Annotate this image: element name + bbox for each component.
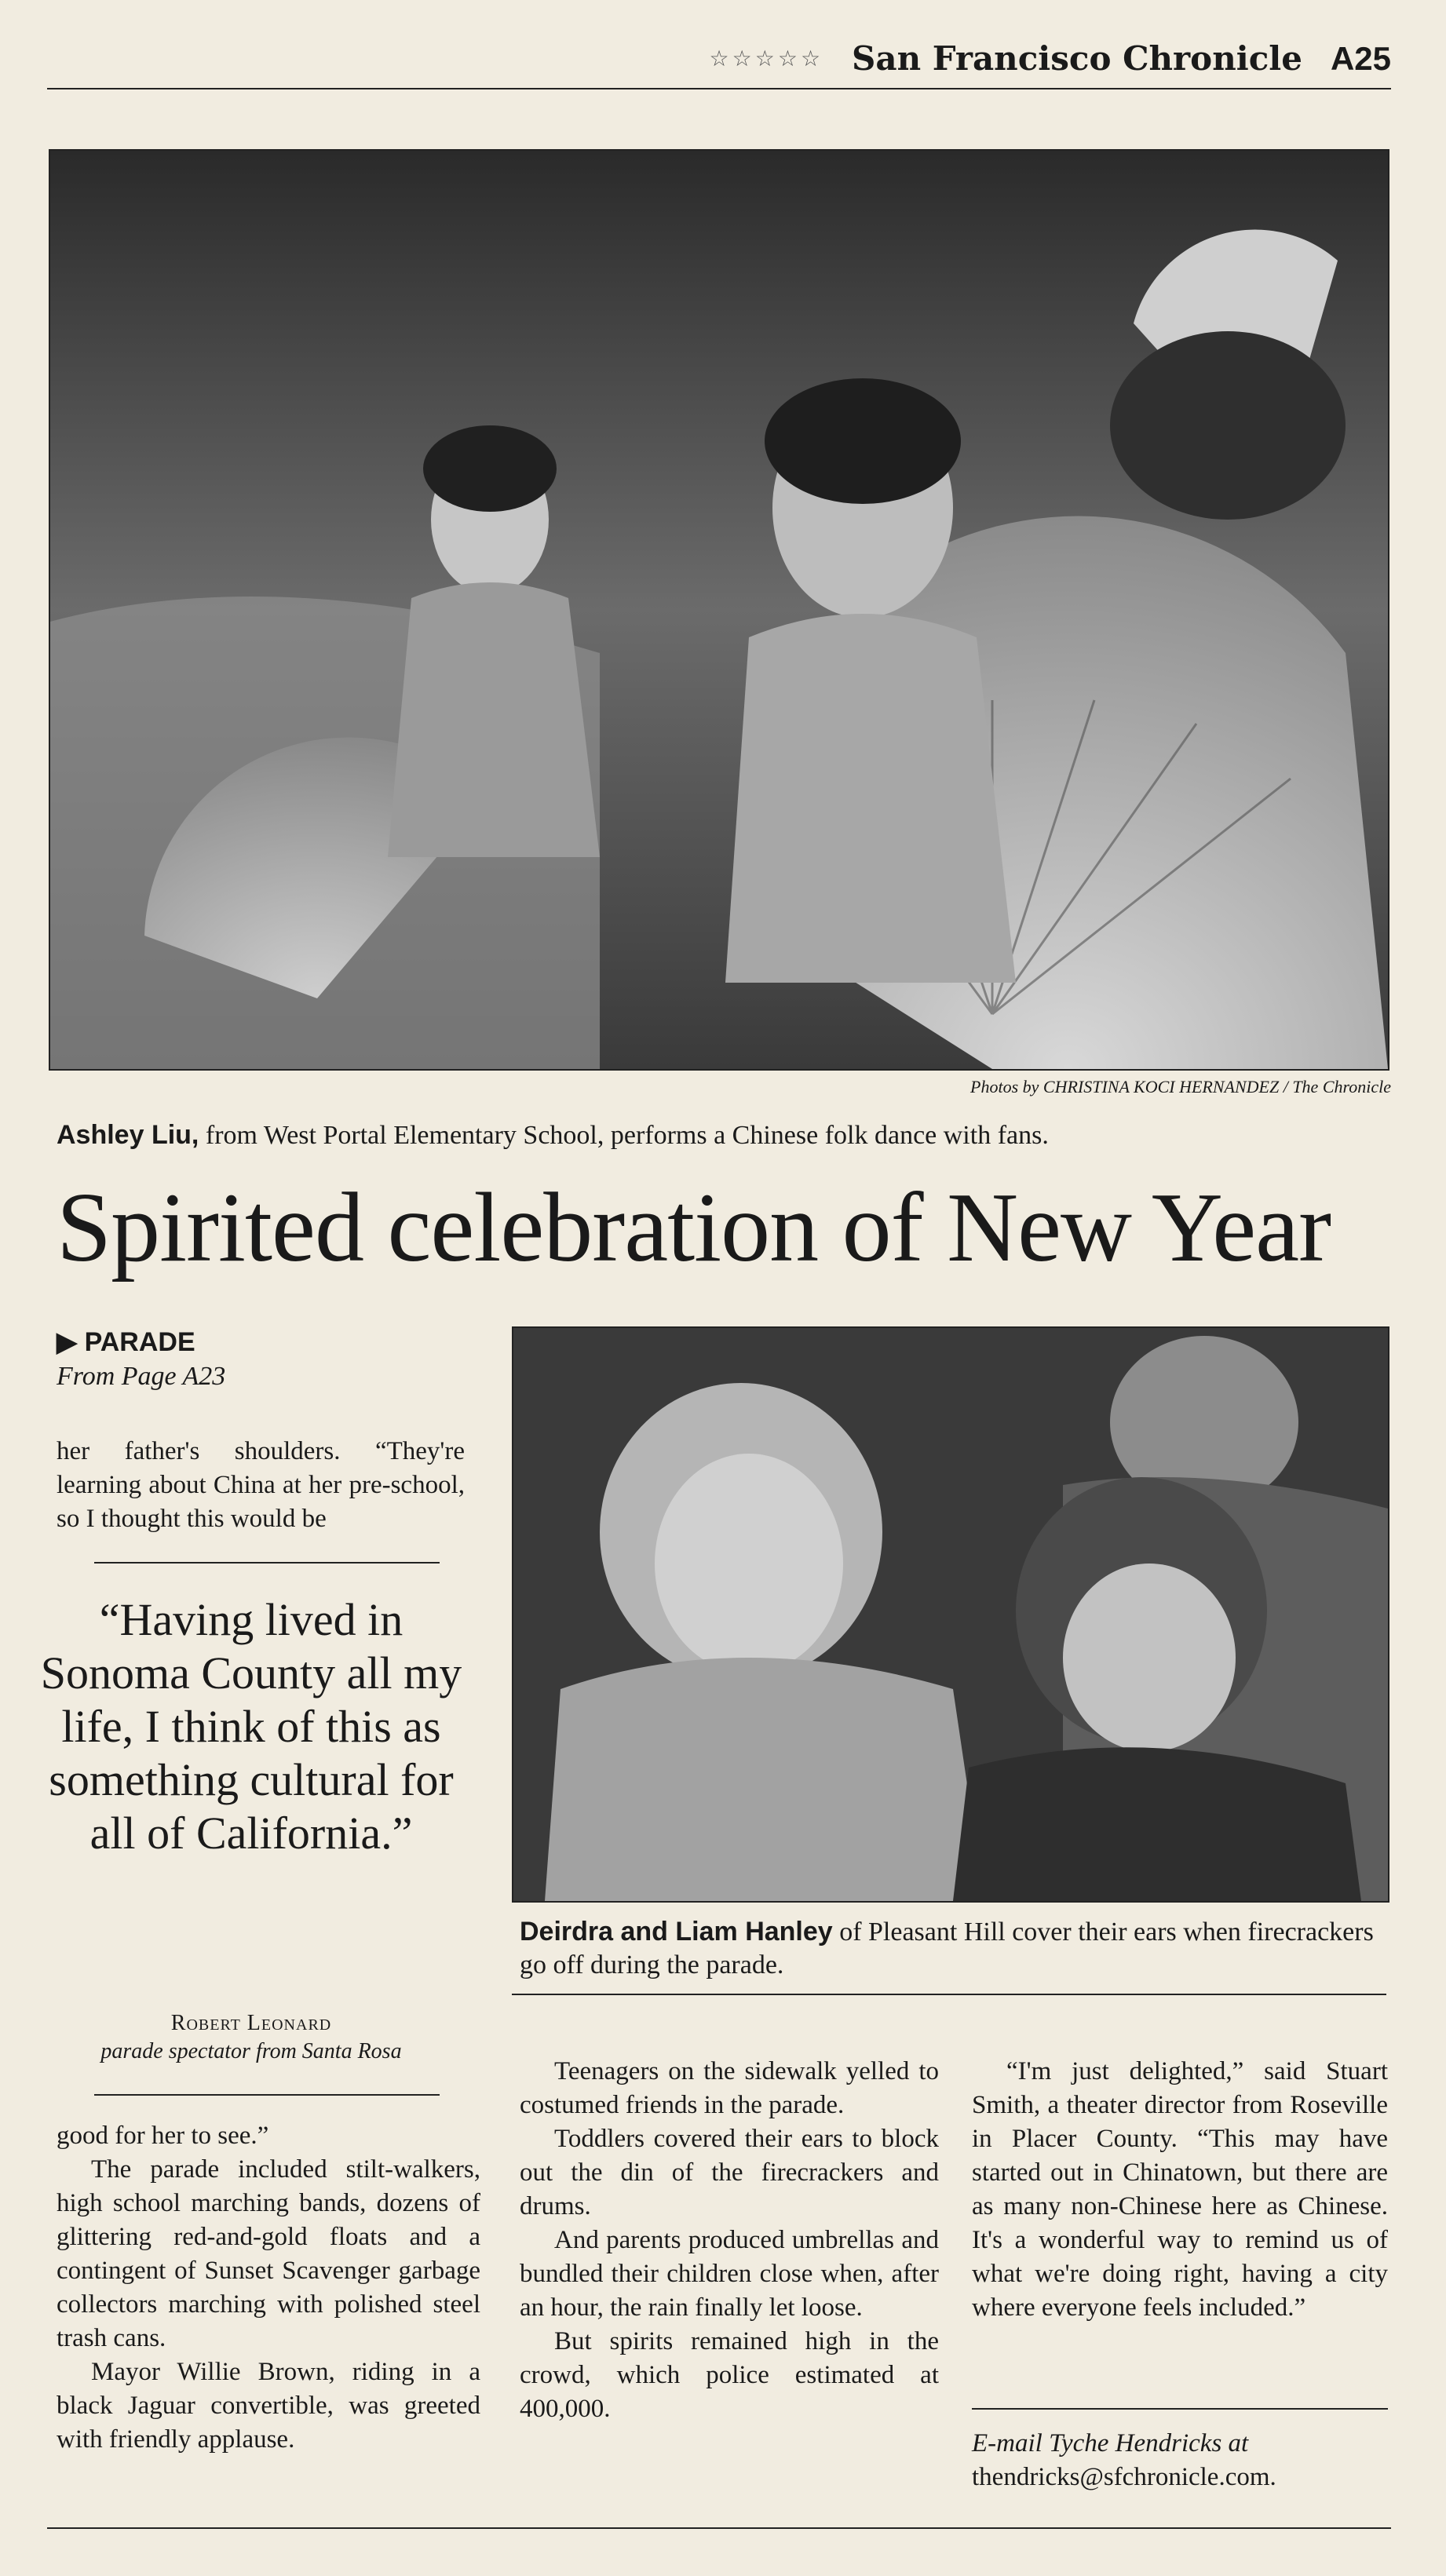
signoff-email: thendricks@sfchronicle.com.: [972, 2463, 1276, 2491]
photo-fan-dancer: [49, 149, 1389, 1071]
paragraph: And parents produced umbrellas and bundled their children close when, after an hour, the rain finally let loose.: [520, 2226, 939, 2322]
bottom-photo-caption: [520, 1915, 1383, 1982]
column-2: [520, 2055, 939, 2426]
pullquote-bottom-rule: [94, 2094, 440, 2096]
paragraph: But spirits remained high in the crowd, which police estimated at 400,000.: [520, 2327, 939, 2423]
column-1-top: [57, 1435, 465, 1536]
page-header: [710, 39, 1391, 78]
caption-text: from West Portal Elementary School, performs a Chinese folk dance with fans.: [199, 1121, 1049, 1150]
column-1-bottom: [57, 2119, 480, 2457]
header-rule: [47, 88, 1391, 89]
photo-children-covering-ears: [512, 1326, 1389, 1903]
column-3: [972, 2055, 1388, 2325]
attribution-role: parade spectator from Santa Rosa: [100, 2039, 402, 2063]
caption-text: of Pleasant Hill cover their ears when firecrackers go off during the parade.: [520, 1917, 1374, 1979]
paragraph: Teenagers on the sidewalk yelled to costumed friends in the parade.: [520, 2057, 939, 2119]
caption-rule: [512, 1994, 1386, 1995]
paragraph: Mayor Willie Brown, riding in a black Jaguar convertible, was greeted with friendly applause.: [57, 2358, 480, 2454]
jump-line: From Page A23: [57, 1362, 226, 1391]
signoff-rule: [972, 2408, 1388, 2410]
footer-rule: [47, 2527, 1391, 2529]
pullquote-top-rule: [94, 1562, 440, 1563]
paragraph: her father's shoulders. “They're learning about China at her pre-school, so I thought this would be: [57, 1437, 465, 1533]
section-kicker: ▶ PARADE: [57, 1327, 195, 1357]
photo-credit: Photos by CHRISTINA KOCI HERNANDEZ / The Chronicle: [970, 1077, 1391, 1096]
paragraph: Toddlers covered their ears to block out the din of the firecrackers and drums.: [520, 2125, 939, 2220]
page-number: A25: [1330, 39, 1391, 77]
edition-stars: ☆☆☆☆☆: [709, 46, 824, 71]
headline: Spirited celebration of New Year: [57, 1173, 1331, 1283]
caption-name: Deirdra and Liam Hanley: [520, 1917, 833, 1947]
pull-quote: “Having lived in Sonoma County all my life, I think of this as something cultural for all of California.”: [40, 1594, 462, 1859]
caption-name: Ashley Liu,: [57, 1120, 199, 1150]
pull-quote-attribution: [31, 2009, 471, 2066]
paper-name: San Francisco Chronicle: [852, 39, 1302, 78]
attribution-name: Robert Leonard: [170, 2011, 332, 2035]
signoff-line-1: E-mail Tyche Hendricks at: [972, 2429, 1249, 2457]
signoff: [972, 2427, 1388, 2494]
top-photo-caption: [57, 1118, 1391, 1152]
paragraph: “I'm just delighted,” said Stuart Smith, a theater director from Roseville in Placer County. “This may have started out in Chinatown, but there are as many non-Chinese here as Chinese. It's a wonderful way to remind us of what we're doing right, having a city where everyone feels included.”: [972, 2057, 1388, 2322]
paragraph: The parade included stilt-walkers, high school marching bands, dozens of glittering red-and-gold floats and a contingent of Sunset Scavenger garbage collectors marching with polished steel trash cans.: [57, 2155, 480, 2352]
paragraph: good for her to see.”: [57, 2122, 269, 2150]
